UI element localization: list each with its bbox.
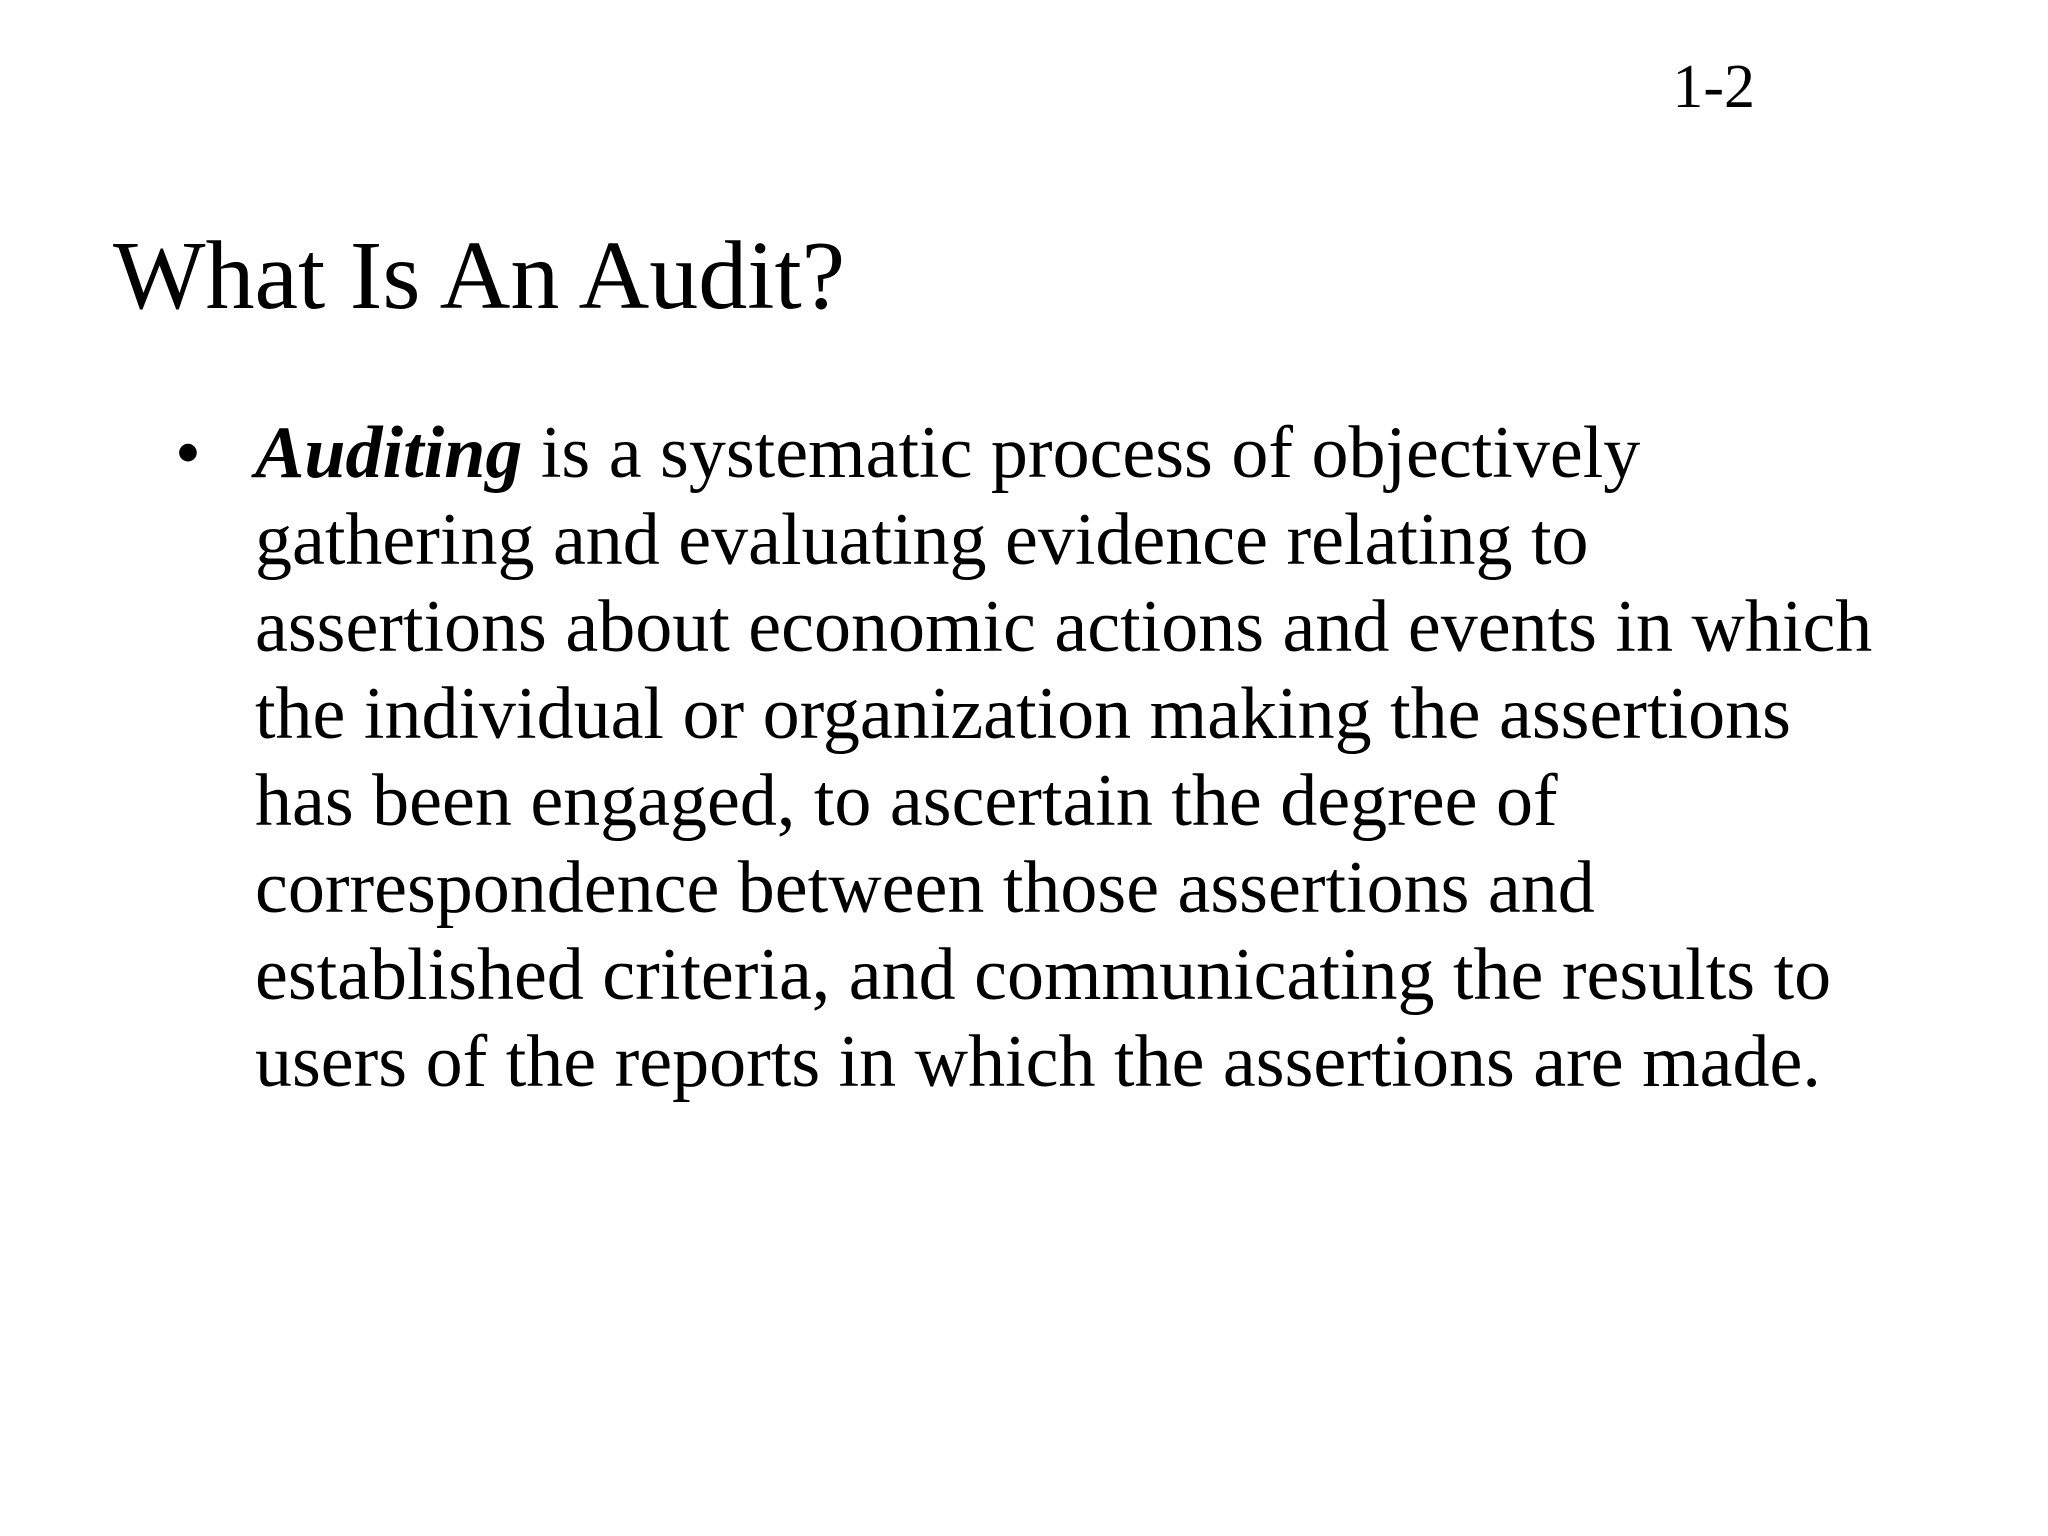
bullet-list <box>175 410 2035 1106</box>
bullet-item-auditing-definition <box>175 410 2035 1106</box>
definition-line-6: correspondence between those assertions and <box>255 847 1595 929</box>
definition-line-5: has been engaged, to ascertain the degree of <box>255 760 1558 842</box>
definition-line-3: assertions about economic actions and events in which <box>255 586 1873 668</box>
definition-line-4: the individual or organization making the assertions <box>255 673 1791 755</box>
definition-line-1-rest: is a systematic process of objectively <box>522 412 1641 494</box>
auditing-definition-text <box>255 410 2035 1106</box>
definition-line-7: established criteria, and communicating the results to <box>255 934 1832 1016</box>
definition-line-8: users of the reports in which the assertions are made. <box>255 1021 1821 1103</box>
definition-line-1 <box>255 410 2035 497</box>
bullet-marker: • <box>175 412 201 494</box>
slide-number: 1-2 <box>1672 53 1755 121</box>
definition-line-2: gathering and evaluating evidence relating to <box>255 499 1589 581</box>
defined-term: Auditing <box>255 412 523 494</box>
slide-title: What Is An Audit? <box>113 222 846 330</box>
